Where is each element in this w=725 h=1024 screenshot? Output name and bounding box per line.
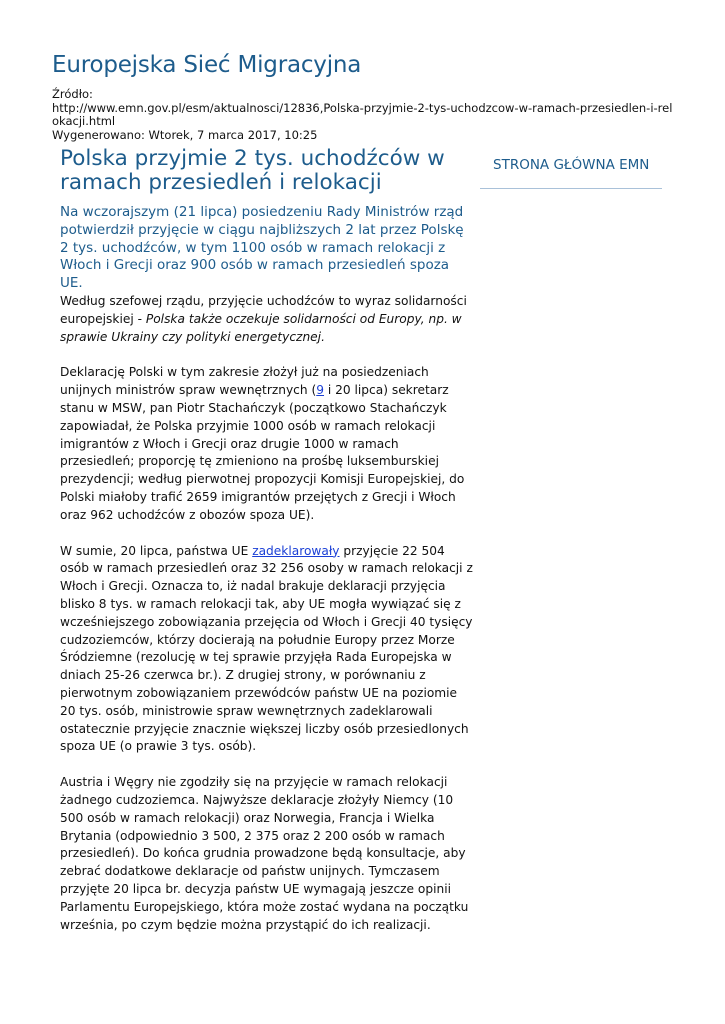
source-label: Źródło: xyxy=(52,87,93,101)
site-title: Europejska Sieć Migracyjna xyxy=(52,52,362,78)
paragraph-1 xyxy=(60,293,474,346)
source-url: http://www.emn.gov.pl/esm/aktualnosci/12836,Polska-przyjmie-2-tys-uchodzcow-w-ramach-przesiedlen-i-relokacji.html xyxy=(52,100,673,128)
paragraph-2-text-a: Deklarację Polski w tym zakresie złożył już na posiedzeniach unijnych ministrów spraw wewnętrznych ( xyxy=(60,365,429,398)
link-zadeklarowaly[interactable]: zadeklarowały xyxy=(252,543,340,558)
paragraph-1-text: Według szefowej rządu, przyjęcie uchodźców to wyraz solidarności europejskiej - xyxy=(60,294,467,326)
paragraph-2-text-b: i 20 lipca) sekretarz stanu w MSW, pan Piotr Stachańczyk (początkowo Stachańczyk zapowiadał, że Polska przyjmie 1000 osób w ramach relokacji imigrantów z Włoch i Grecji oraz drugie 1000 w ramach przesiedleń; proporcję tę zmieniono na prośbę luksemburskiej prezydencji; według pierwotnej propozycji Komisji Europejskiej, do Polski miałoby trafić 2659 imigrantów przejętych z Grecji i Włoch oraz 962 uchodźców z obozów spoza UE). xyxy=(60,383,465,522)
article-lead: Na wczorajszym (21 lipca) posiedzeniu Rady Ministrów rząd potwierdził przyjęcie w ciągu najbliższych 2 lat przez Polskę 2 tys. uchodźców, w tym 1100 osób w ramach relokacji z Włoch i Grecji oraz 900 osób w ramach przesiedleń spoza UE. xyxy=(60,204,464,292)
link-9-july[interactable]: 9 xyxy=(316,383,325,398)
paragraph-3-text-a: W sumie, 20 lipca, państwa UE xyxy=(60,543,253,558)
paragraph-3-text-b: przyjęcie 22 504 osób w ramach przesiedleń oraz 32 256 osoby w ramach relokacji z Włoch i Grecji. Oznacza to, iż nadal brakuje deklaracji przyjęcia blisko 8 tys. w ramach relokacji tak, aby UE mogła wywiązać się z wcześniejszego zobowiązania przejęcia od Włoch i Grecji 40 tysięcy cudzoziemców, którzy docierają na południe Europy przez Morze Śródziemne (rezolucję w tej sprawie przyjęła Rada Europejska w dniach 25-26 czerwca br.). Z drugiej strony, w porównaniu z pierwotnym zobowiązaniem przewódców państw UE na poziomie 20 tys. osób, ministrowie spraw wewnętrznych zadeklarowali ostatecznie przyjęcie znacznie większej liczby osób przesiedlonych spoza UE (o prawie 3 tys. osób). xyxy=(60,543,473,754)
paragraph-2 xyxy=(60,364,474,524)
article-body xyxy=(60,293,474,952)
paragraph-4: Austria i Węgry nie zgodziły się na przyjęcie w ramach relokacji żadnego cudzoziemca. Najwyższe deklaracje złożyły Niemcy (10 500 osób w ramach relokacji) oraz Norwegia, Francja i Wielka Brytania (odpowiednio 3 500, 2 375 oraz 2 200 osób w ramach przesiedleń). Do końca grudnia prowadzone będą konsultacje, aby zebrać dodatkowe deklaracje od państw unijnych. Tymczasem przyjęte 20 lipca br. decyzja państw UE wymagają jeszcze opinii Parlamentu Europejskiego, która może zostać wydana na początku września, po czym będzie można przystąpić do ich realizacji. xyxy=(60,775,469,932)
sidebar-divider xyxy=(480,188,662,189)
paragraph-1-quote: Polska także oczekuje solidarności od Europy, np. w sprawie Ukrainy czy polityki energetycznej. xyxy=(60,311,462,344)
paragraph-3 xyxy=(60,543,474,757)
home-link[interactable]: STRONA GŁÓWNA EMN xyxy=(493,157,650,173)
article-title: Polska przyjmie 2 tys. uchodźców w ramach przesiedleń i relokacji xyxy=(60,146,445,195)
document-meta xyxy=(52,88,677,142)
generated-date: Wygenerowano: Wtorek, 7 marca 2017, 10:25 xyxy=(52,127,318,142)
